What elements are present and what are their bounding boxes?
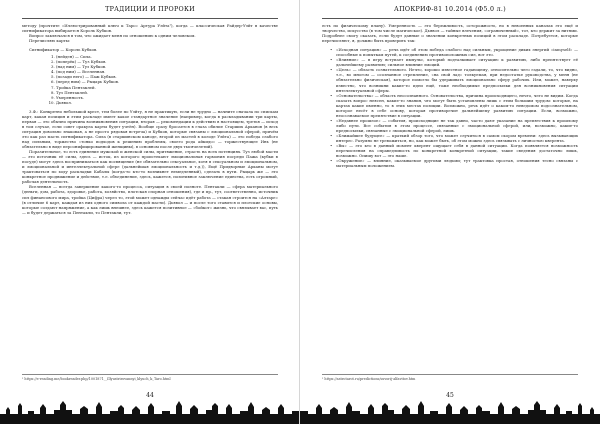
right-page [300,0,600,424]
card-item: 5. (позади него) — Паж Кубков. [56,74,278,79]
card-item: 3. (над ним) — Туз Кубков. [56,64,278,69]
position-item: • «Ближайшее будущее» — краткий обзор того, что может случиться в самом скором времени: здесь вызывающих интерес. Разумно не тревожиться, но, как может быть, об этом можно здесь связывать с личностью кверента. [336,133,578,143]
right-footnote[interactable]: ¹ https://astrotarot.ru/predictions/suvorij-alfavitov.htm [322,374,578,381]
left-body-text [22,23,278,353]
position-item: • «Вы» — это кто в данный момент кверент ощущает себя в данной ситуации. Когда появляется возможность перечисления на справедливость по конкретной конкретной ситуации, такие сведения достаточно лишь, возможно. Опишу вот — это наше. [336,143,578,158]
card-item: 2. (поперёк) — Туз Кубков. [56,59,278,64]
intro-paragraph: есть по физическому плану). Умеренность — это бережливость, осторожность, но в невоенных каналах это ещё и творчество, искусство (в том числе магическое). Дьявол — тайные влечения, «ограниченный», тот, кто держит за нитями. Подробнее смогу сказать, если будут данные о значении конкретных позиций в этом раскладе. Потребуется, которые перечисляют, я, должно быть проверить так: [322,23,578,44]
right-page-number: 45 [446,392,454,399]
position-item: • «Недавнее прошлое» — события, происходящие не так давно, часто дают указание на препятствия к прошлому либо пути. Все события в этом процессе, связанные с эмоциональной сферой, или, возможно, какие-то предпосылки, связанные с эмоциональной сферой, лишь. [336,118,578,133]
card-item: 7. Тройка Пентаклей. [56,85,278,90]
significator-line: Сигнификатор — Король Кубков. [29,47,98,53]
left-running-header: ТРАДИЦИИ И ПРОРОКИ [22,6,278,19]
answer-paragraph: 3.Ф.: Конкретно небольшой крест, тем более по Уэйту, я не практикую, если не трудно — начните сначала по спискам карт, какая позиция и этим раскладе имеет какое стандартное значение (например, когда в раскладывании три карты, первая — это обычно причина возникновения ситуации, вторая — рекомендации к действию в настоящем, третья — исход в том случае, если совет оракула карты будет учтён). Вообще сразу бросается в глаза обилие Старших Арканов (в весь ситуация довольно знаковая, а не просто рядовая встреча) и Кубков, которые связаны с эмоциональной сферой, причём это как раз масть сигнификатора. Сила (в старшинском каноде, второй из мастей в колоде Уэйта) — это победа слабого над сильным, торжество «тонко подходов к решению проблемы, своего рода айкидо» — торжествующее Инь (не обязательно в виде персонифицированной женщины), в основном после двух тысячелетий). [22,108,278,150]
card-item: 8. Туз Пентаклей. [56,90,278,95]
left-footnote[interactable]: ¹ https://e-reading.me/bookreader.php/1001871__Illyustrirovannyi_klyuch_k_Taro.html [22,374,278,381]
right-body-text [322,23,578,353]
left-page-number: 44 [146,392,154,399]
intro-paragraph-2: Вопрос заключался в том, что ожидает меня по отношению к одним человеком. [29,33,196,39]
card-item: 9. Умеренность. [56,95,278,100]
intro-paragraph-3: Перечисляю карты: [29,38,71,44]
right-skyline-ornament [300,398,600,424]
right-running-header: АПОКРИФ-81 10.2014 (Ф5.0 л.) [322,6,578,19]
position-item: • «Окружение» — влияние, оказываемое другими людьми; тут трактовка простая, отношения тесно связаны с материальным положением. [336,158,578,168]
answer-paragraph-2: Поразительное, то есть единение мужской и женской силы, притяжение, страсть на всех потенциях. Туз любой масти — это источник её силы, здесь — исток, из которого проистекают эмоциональная гармония посреди Пажа (кубки в посуде) могут здесь восприниматься как посвящение (не обязательно сексуальное, хотя в сексуальном и эмоциональном, и эмоциональной и интеллектуальной сфере (дальнейшая эмоциональность и т.д.)), Ещё Придворные Арканы могут трактоваться по ходу раскладки Кабалы (когда-то кто-то возникнет немедленный), сделать в пути. Рыцарь же — это конкретное продвижение и действие, т.е. объединение, здесь, кажется, позитивное заключение единства, есть огромный, рабочая деятельность. [22,149,278,185]
card-list [22,54,278,104]
position-item: • «Основательства» — область неосознанного. Основательства, причина происходящего, нечто, чего не видим. Когда сказать вопрос неясен, какие-то знания, что могут быть установлены лишь с этим большим трудом: которые, на картах какие именно, то в этих местах позиции. Возможно, речь идёт о каком-то неведомом подсознательном, которое несёт в себе основу, которая противоречит дальнейшему развитию ситуации. Если, возможно, неосознаваемое препятствие в ситуации. [336,93,578,118]
card-item: 10. Дьявол. [56,100,278,105]
card-item: 6. (перед ним) — Рыцарь Кубков. [56,79,278,84]
position-item: • «Влияние» — в игру вступает импульс, который подталкивает ситуацию к развитию, либо препятствует её дальнейшему развитию; сильное влияние эмоций. [336,57,578,67]
card-item: 1. (нейден) — Сила. [56,54,278,59]
left-skyline-ornament [0,398,300,424]
answer-paragraph-3: Вселенная — всегда завершение какого-то процесса, ситуация в своей полноте. Пентакли — сфера материального (деньги, дом, работа, здоровье, работа, хозяйство, плотская спорная отношения), где и пр., тут, соответственно, источник сил финансового мира, тройка (Цифра) через то, этой может однажды сейчас идёт работа — стакан строится на «Алтаре» (в отличие 6 карт, каждая из них одного символа от каждой масти). Дьявол — и после того ставится и плотские основы, которые создают напряжение, а как лишь внешнее, здесь кажется позитивное — «бойкот» жизнь, что связывает вас, путь — и будет держаться за Пентакли, то Пентакли, тут. [22,184,278,215]
card-item: 4. (под ним) — Вселенная. [56,69,278,74]
intro-paragraph: методу (прочтите «Иллюстрированный ключ к Таро» Артура Уэйта¹), когда — классическая Райдер-Уэйт в качестве сигнификатора выбирается Король Кубков. [22,23,278,34]
position-item: • «Исходная ситуация» — речь идёт об этом победа слабого над сильным, укрощение диких энергий «inmyself» — способные к попыткам путей, к соединению противоположных сил, вот это. [336,47,578,57]
position-list [322,47,578,168]
position-item: • «Цель» — область сознательного. Нечто, хорошо известное гадающему, относительно чего гадали, то, что видно, т.е., во многом — осознанное стремление, «на свой лад» толкуемая, при недостатке руководства, у меня (не обязательно физическая), которое помогло бы удерживать эмоционально сферу рабочих. Или, может, наверху известно, что возникни какие-то идеи ещё, тоже необходимые предпосылки для возникновения ситуации интеллектуальной сферы. [336,67,578,92]
